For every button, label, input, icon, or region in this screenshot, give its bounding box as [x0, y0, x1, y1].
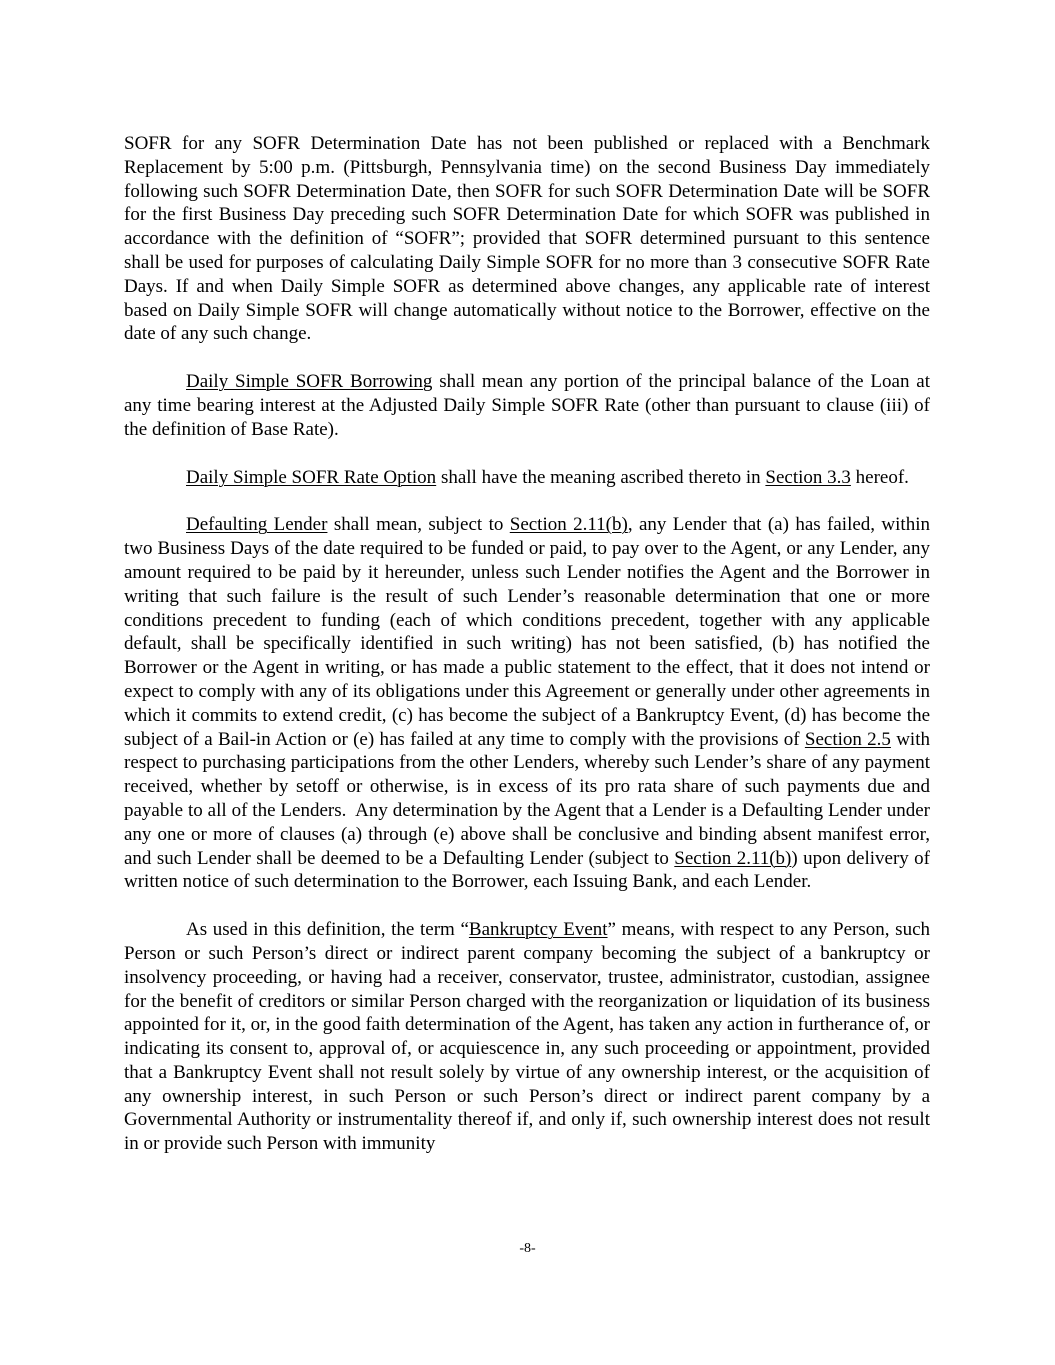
page-number: -8-	[519, 1241, 536, 1256]
paragraph-text: with respect to purchasing participations from the other Lenders, whereby such Lender’s share of any payment received, whether by setoff or otherwise, is in excess of its pro rata share of such payments due and payable to all of the Lenders. Any determination by the Agent that a Lender is a Defaulting Lender under any one or more of clauses (a) through (e) above shall be conclusive and binding absent manifest error, and such Lender shall be deemed to be a Defaulting Lender (subject to	[124, 728, 930, 869]
paragraph-text: shall mean any portion of the principal balance of the Loan at any time bearing interest at the Adjusted Daily Simple SOFR Rate (other than pursuant to clause (iii) of the definition of Base Rate).	[124, 371, 931, 440]
paragraph-text: shall mean, subject to	[327, 514, 510, 536]
paragraph-bankruptcy-event	[124, 918, 930, 1156]
document-body	[124, 132, 930, 1180]
paragraph-text: As used in this definition, the term “	[186, 919, 469, 941]
paragraph-text: , any Lender that (a) has failed, within two Business Days of the date required to be funded or paid, to pay over to the Agent, or any Lender, any amount required to be paid by it hereunder, unless such Lender notifies the Agent and the Borrower in writing that such failure is the result of such Lender’s reasonable determination that one or more conditions precedent to funding (each of which conditions precedent, together with any applicable default, shall be specifically identified in such writing) has not been satisfied, (b) has notified the Borrower or the Agent in writing, or has made a public statement to the effect, that it does not intend or expect to comply with any of its obligations under this Agreement or generally under other agreements in which it commits to extend credit, (c) has become the subject of a Bankruptcy Event, (d) has become the subject of a Bail-in Action or (e) has failed at any time to comply with the provisions of	[124, 514, 930, 750]
section-reference-2-11-b: Section 2.11(b)	[674, 847, 792, 869]
paragraph-daily-simple-sofr-borrowing	[124, 370, 930, 441]
section-reference-2-11-b: Section 2.11(b)	[509, 514, 628, 536]
defined-term-daily-simple-sofr-rate-option: Daily Simple SOFR Rate Option	[186, 466, 437, 488]
defined-term-defaulting-lender: Defaulting Lender	[186, 514, 328, 536]
paragraph-daily-simple-sofr-rate-option	[124, 466, 930, 490]
paragraph-text: SOFR for any SOFR Determination Date has not been published or replaced with a Benchmark Replacement by 5:00 p.m. (Pittsburgh, Pennsylvania time) on the second Business Day immediately following such SOFR Determination Date, then SOFR for such SOFR Determination Date will be SOFR for the first Business Day preceding such SOFR Determination Date for which SOFR was published in accordance with the definition of “SOFR”; provided that SOFR determined pursuant to this sentence shall be used for purposes of calculating Daily Simple SOFR for no more than 3 consecutive SOFR Rate Days. If and when Daily Simple SOFR as determined above changes, any applicable rate of interest based on Daily Simple SOFR will change automatically without notice to the Borrower, effective on the date of any such change.	[124, 133, 930, 345]
paragraph-defaulting-lender	[124, 513, 930, 894]
paragraph-text: ) upon delivery of written notice of such determination to the Borrower, each Issuing Bank, and each Lender.	[124, 847, 930, 893]
defined-term-bankruptcy-event: Bankruptcy Event	[468, 919, 608, 941]
paragraph-text: shall have the meaning ascribed thereto in	[436, 466, 766, 488]
defined-term-daily-simple-sofr-borrowing: Daily Simple SOFR Borrowing	[186, 371, 433, 393]
paragraph-text: hereof.	[850, 466, 909, 488]
paragraph-text: ” means, with respect to any Person, such Person or such Person’s direct or indirect parent company becoming the subject of a bankruptcy or insolvency proceeding, or having had a receiver, conservator, trustee, administrator, custodian, assignee for the benefit of creditors or similar Person charged with the reorganization or liquidation of its business appointed for it, or, in the good faith determination of the Agent, has taken any action in furtherance of, or indicating its consent to, approval of, or acquiescence in, any such proceeding or appointment, provided that a Bankruptcy Event shall not result solely by virtue of any ownership interest, or the acquisition of any ownership interest, in such Person or such Person’s direct or indirect parent company by a Governmental Authority or instrumentality thereof if, and only if, such ownership interest does not result in or provide such Person with immunity	[124, 919, 931, 1155]
paragraph-sofr-continuation	[124, 132, 930, 346]
section-reference-2-5: Section 2.5	[804, 728, 891, 750]
section-reference-3-3: Section 3.3	[765, 466, 851, 488]
